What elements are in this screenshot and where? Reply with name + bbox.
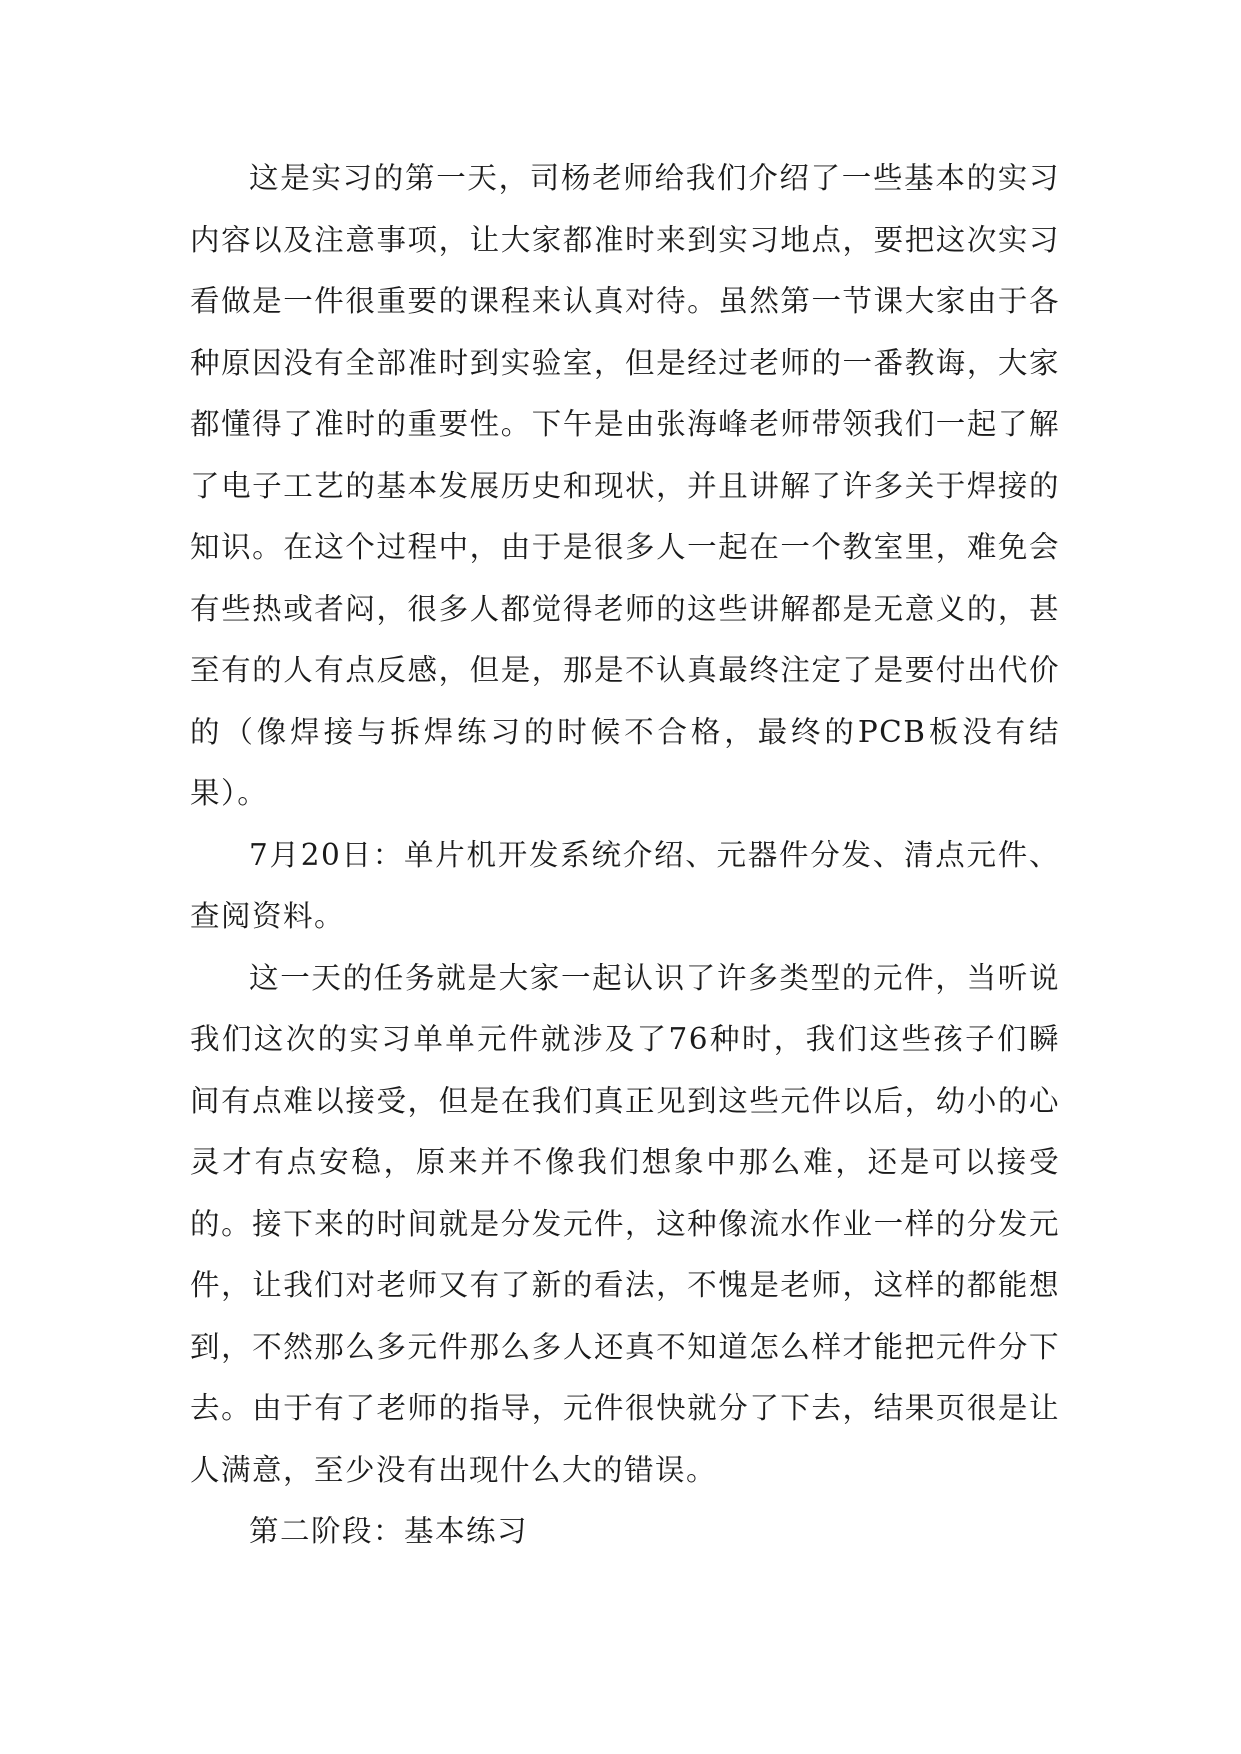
paragraph-components: 这一天的任务就是大家一起认识了许多类型的元件，当听说我们这次的实习单单元件就涉及了76种时，我们这些孩子们瞬间有点难以接受，但是在我们真正见到这些元件以后，幼小的心灵才有点安稳，原来并不像我们想象中那么难，还是可以接受的。接下来的时间就是分发元件，这种像流水作业一样的分发元件，让我们对老师又有了新的看法，不愧是老师，这样的都能想到，不然那么多元件那么多人还真不知道怎么样才能把元件分下去。由于有了老师的指导，元件很快就分了下去，结果页很是让人满意，至少没有出现什么大的错误。 [190,960,1060,1487]
paragraph-day-one: 这是实习的第一天，司杨老师给我们介绍了一些基本的实习内容以及注意事项，让大家都准时来到实习地点，要把这次实习看做是一件很重要的课程来认真对待。虽然第一节课大家由于各种原因没有全部准时到实验室，但是经过老师的一番教诲，大家都懂得了准时的重要性。下午是由张海峰老师带领我们一起了解了电子工艺的基本发展历史和现状，并且讲解了许多关于焊接的知识。在这个过程中，由于是很多人一起在一个教室里，难免会有些热或者闷，很多人都觉得老师的这些讲解都是无意义的，甚至有的人有点反感，但是，那是不认真最终注定了是要付出代价的（像焊接与拆焊练习的时候不合格，最终的PCB板没有结果）。 [190,161,1060,810]
document-body [190,148,1060,1563]
paragraph-stage-two-heading: 第二阶段：基本练习 [249,1514,529,1548]
paragraph-july-20-heading: 7月20日：单片机开发系统介绍、元器件分发、清点元件、查阅资料。 [190,837,1060,933]
